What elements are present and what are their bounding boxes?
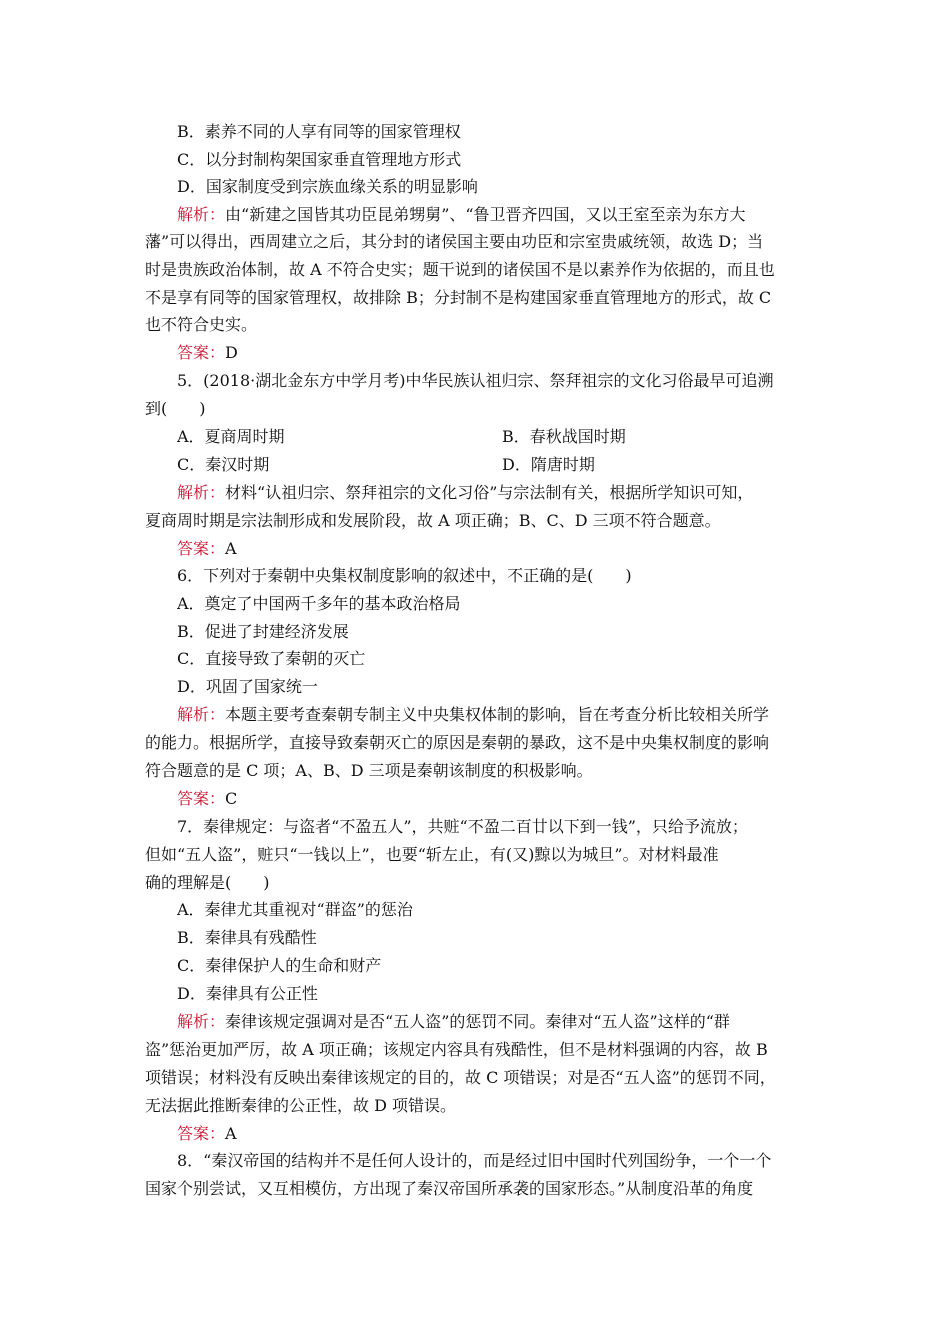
q7-option-a: A．秦律尤其重视对“群盗”的惩治 bbox=[177, 900, 413, 919]
q5-stem-line-2: 到( ) bbox=[145, 399, 206, 418]
q6-option-c: C．直接导致了秦朝的灭亡 bbox=[177, 649, 366, 668]
analysis-label: 解析： bbox=[177, 1012, 226, 1031]
q7-analysis-line-1: 解析：秦律该规定强调对是否“五人盗”的惩罚不同。秦律对“五人盗”这样的“群 bbox=[177, 1012, 730, 1031]
answer-label: 答案： bbox=[177, 1124, 226, 1143]
q7-analysis-line-3: 项错误；材料没有反映出秦律该规定的目的，故 C 项错误；对是否“五人盗”的惩罚不同， bbox=[145, 1068, 776, 1087]
q5-option-b: B．春秋战国时期 bbox=[502, 427, 626, 446]
q6-stem: 6．下列对于秦朝中央集权制度影响的叙述中，不正确的是( ) bbox=[177, 566, 632, 585]
q5-options-row-1 bbox=[177, 427, 817, 447]
q5-options-row-2 bbox=[177, 455, 817, 475]
analysis-label: 解析： bbox=[177, 705, 226, 724]
q6-analysis-line-2: 的能力。根据所学，直接导致秦朝灭亡的原因是秦朝的暴政，这不是中央集权制度的影响 bbox=[145, 733, 770, 752]
q7-stem-line-2: 但如“五人盗”，赃只“一钱以上”，也要“斩左止，有(又)黥以为城旦”。对材料最准 bbox=[145, 845, 719, 864]
analysis-label: 解析： bbox=[177, 205, 226, 224]
q4-answer: 答案：D bbox=[177, 343, 238, 362]
q8-stem-line-1: 8．“秦汉帝国的结构并不是任何人设计的，而是经过旧中国时代列国纷争，一个一个 bbox=[177, 1151, 772, 1170]
q6-option-d: D．巩固了国家统一 bbox=[177, 677, 318, 696]
q4-analysis-line-2: 藩”可以得出，西周建立之后，其分封的诸侯国主要由功臣和宗室贵戚统领，故选 D；当 bbox=[145, 232, 764, 251]
q4-option-d: D．国家制度受到宗族血缘关系的明显影响 bbox=[177, 177, 478, 196]
q7-option-d: D．秦律具有公正性 bbox=[177, 984, 318, 1003]
q5-option-a: A．夏商周时期 bbox=[177, 427, 285, 446]
q7-option-c: C．秦律保护人的生命和财产 bbox=[177, 956, 382, 975]
q5-answer: 答案：A bbox=[177, 539, 237, 558]
q5-stem-line-1: 5．(2018·湖北金东方中学月考)中华民族认祖归宗、祭拜祖宗的文化习俗最早可追溯 bbox=[177, 371, 774, 390]
q4-analysis-line-3: 时是贵族政治体制，故 A 不符合史实；题干说到的诸侯国不是以素养作为依据的，而且也 bbox=[145, 260, 775, 279]
q5-option-d: D．隋唐时期 bbox=[502, 455, 595, 474]
q5-analysis-line-2: 夏商周时期是宗法制形成和发展阶段，故 A 项正确；B、C、D 三项不符合题意。 bbox=[145, 511, 721, 530]
q6-option-b: B．促进了封建经济发展 bbox=[177, 622, 349, 641]
q7-stem-line-1: 7．秦律规定：与盗者“不盈五人”，共赃“不盈二百廿以下到一钱”，只给予流放； bbox=[177, 817, 748, 836]
analysis-label: 解析： bbox=[177, 483, 226, 502]
answer-label: 答案： bbox=[177, 343, 226, 362]
q5-option-c: C．秦汉时期 bbox=[177, 455, 270, 474]
q6-analysis-line-1: 解析：本题主要考查秦朝专制主义中央集权体制的影响，旨在考查分析比较相关所学 bbox=[177, 705, 770, 724]
q4-option-c: C．以分封制构架国家垂直管理地方形式 bbox=[177, 150, 462, 169]
q6-option-a: A．奠定了中国两千多年的基本政治格局 bbox=[177, 594, 461, 613]
q7-option-b: B．秦律具有残酷性 bbox=[177, 928, 317, 947]
answer-label: 答案： bbox=[177, 789, 226, 808]
q6-answer: 答案：C bbox=[177, 789, 238, 808]
q5-analysis-line-1: 解析：材料“认祖归宗、祭拜祖宗的文化习俗”与宗法制有关，根据所学知识可知， bbox=[177, 483, 754, 502]
q4-analysis-line-1: 解析：由“新建之国皆其功臣昆弟甥舅”、“鲁卫晋齐四国，又以王室至亲为东方大 bbox=[177, 205, 746, 224]
q6-analysis-line-3: 符合题意的是 C 项；A、B、D 三项是秦朝该制度的积极影响。 bbox=[145, 761, 593, 780]
q7-stem-line-3: 确的理解是( ) bbox=[145, 873, 270, 892]
answer-label: 答案： bbox=[177, 539, 226, 558]
q7-analysis-line-2: 盗”惩治更加严厉，故 A 项正确；该规定内容具有残酷性，但不是材料强调的内容，故 B bbox=[145, 1040, 768, 1059]
q4-analysis-line-4: 不是享有同等的国家管理权，故排除 B；分封制不是构建国家垂直管理地方的形式，故 C bbox=[145, 288, 772, 307]
q4-option-b: B．素养不同的人享有同等的国家管理权 bbox=[177, 122, 461, 141]
q8-stem-line-2: 国家个别尝试，又互相模仿，方出现了秦汉帝国所承袭的国家形态。”从制度沿革的角度 bbox=[145, 1179, 754, 1198]
q4-analysis-line-5: 也不符合史实。 bbox=[145, 315, 258, 334]
q7-answer: 答案：A bbox=[177, 1124, 237, 1143]
q7-analysis-line-4: 无法据此推断秦律的公正性，故 D 项错误。 bbox=[145, 1096, 457, 1115]
